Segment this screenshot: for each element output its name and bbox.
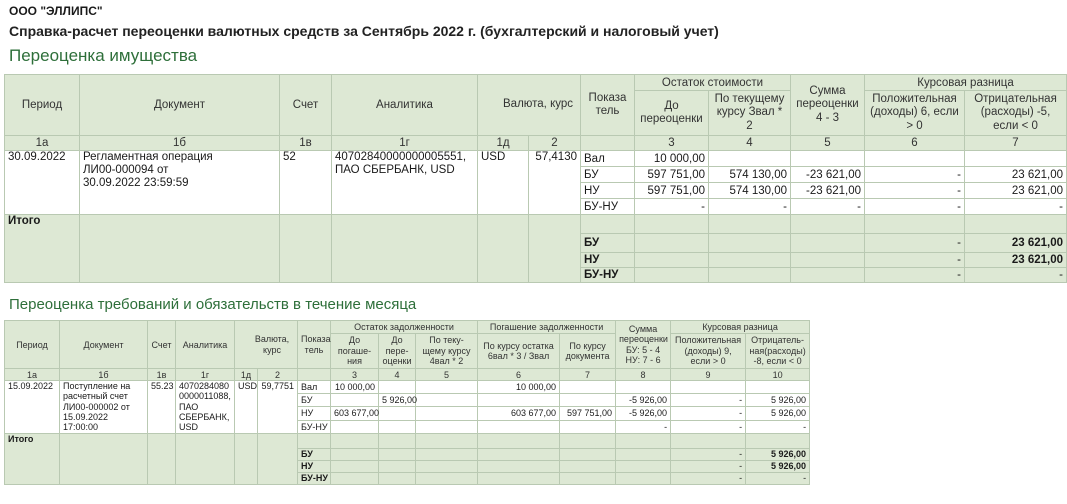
row-analytics <box>332 151 478 215</box>
line-c6 <box>478 420 560 433</box>
line-c3 <box>331 394 379 407</box>
num-8: 8 <box>616 369 671 381</box>
num-1g: 1г <box>176 369 235 381</box>
total-c9: - <box>671 460 746 472</box>
line-c4 <box>709 151 791 167</box>
line-c4: 574 130,00 <box>709 183 791 199</box>
row-analytics-line: 4070284080 <box>179 381 230 391</box>
col-positive: Положительная (доходы) 9, если > 0 <box>671 334 746 369</box>
line-c6: - <box>865 199 965 215</box>
total-c6 <box>478 460 560 472</box>
col-positive: Положительная (доходы) 6, если > 0 <box>865 91 965 136</box>
line-c4 <box>379 381 416 394</box>
total-c3 <box>331 472 379 484</box>
line-c8: - <box>616 420 671 433</box>
line-c10 <box>746 381 810 394</box>
row-period: 30.09.2022 <box>5 151 80 215</box>
col-current-rate: По теку- щему курсу 4вал * 2 <box>416 334 478 369</box>
num-3: 3 <box>635 136 709 151</box>
total-c10: - <box>746 472 810 484</box>
total-c9: - <box>671 472 746 484</box>
total-empty <box>60 433 148 484</box>
col-period: Период <box>5 321 60 369</box>
line-c4 <box>379 407 416 420</box>
total-indicator: НУ <box>581 253 635 268</box>
line-indicator: БУ-НУ <box>581 199 635 215</box>
total-indicator: БУ-НУ <box>581 268 635 283</box>
total-c5 <box>416 472 478 484</box>
col-document: Документ <box>80 75 280 136</box>
total-empty <box>258 433 298 484</box>
total-c7 <box>560 472 616 484</box>
col-account: Счет <box>280 75 332 136</box>
col-indicator: Показа тель <box>298 321 331 369</box>
col-reval-sum: Сумма переоценки БУ: 5 - 4 НУ: 7 - 6 <box>616 321 671 369</box>
col-before-repay: До погаше- ния <box>331 334 379 369</box>
row-analytics-line: USD <box>179 422 199 433</box>
num-9: 9 <box>671 369 746 381</box>
col-before-reval: До пере- оценки <box>379 334 416 369</box>
total-c5 <box>791 234 865 253</box>
total-empty <box>235 433 258 484</box>
line-c6 <box>478 394 560 407</box>
total-label: Итого <box>5 215 80 283</box>
col-current-rate: По текущему курсу Звал * 2 <box>709 91 791 136</box>
total-spacer <box>616 433 671 448</box>
col-before-reval: До переоценки <box>635 91 709 136</box>
total-empty <box>332 215 478 283</box>
total-c3 <box>635 268 709 283</box>
line-c5 <box>416 381 478 394</box>
total-c4 <box>709 253 791 268</box>
col-rate-diff: Курсовая разница <box>865 75 1067 91</box>
col-repayment: Погашение задолженности <box>478 321 616 334</box>
total-c10: 5 926,00 <box>746 448 810 460</box>
line-c3 <box>331 420 379 433</box>
line-c5: - <box>791 199 865 215</box>
line-c9: - <box>671 420 746 433</box>
total-c8 <box>616 472 671 484</box>
line-indicator: Вал <box>298 381 331 394</box>
line-indicator: Вал <box>581 151 635 167</box>
line-c9 <box>671 381 746 394</box>
col-indicator: Показа тель <box>581 75 635 136</box>
total-c3 <box>331 448 379 460</box>
line-c4 <box>379 420 416 433</box>
total-c4 <box>709 268 791 283</box>
num-1v: 1в <box>280 136 332 151</box>
num-1d: 1д <box>478 136 529 151</box>
col-account: Счет <box>148 321 176 369</box>
row-account: 55.23 <box>148 381 176 434</box>
line-c7 <box>560 420 616 433</box>
line-c6: 10 000,00 <box>478 381 560 394</box>
total-c9: - <box>671 448 746 460</box>
row-document-line: ЛИ00-000002 от <box>63 401 130 412</box>
col-analytics: Аналитика <box>176 321 235 369</box>
line-indicator: НУ <box>298 407 331 420</box>
total-c6 <box>478 472 560 484</box>
section1-title: Переоценка имущества <box>9 46 198 65</box>
total-spacer <box>331 433 379 448</box>
property-revaluation-table <box>4 74 1067 283</box>
line-c9: - <box>671 394 746 407</box>
total-c3 <box>331 460 379 472</box>
total-c4 <box>379 460 416 472</box>
num-4: 4 <box>379 369 416 381</box>
num-5: 5 <box>791 136 865 151</box>
line-indicator: БУ-НУ <box>298 420 331 433</box>
total-c7 <box>560 460 616 472</box>
line-c5 <box>416 420 478 433</box>
line-c8: -5 926,00 <box>616 394 671 407</box>
num-3: 3 <box>331 369 379 381</box>
col-balance: Остаток стоимости <box>635 75 791 91</box>
num-6: 6 <box>865 136 965 151</box>
line-c10: - <box>746 420 810 433</box>
num-5: 5 <box>416 369 478 381</box>
line-c10: 5 926,00 <box>746 394 810 407</box>
num-4: 4 <box>709 136 791 151</box>
num-2: 2 <box>529 136 581 151</box>
line-c4: 574 130,00 <box>709 167 791 183</box>
total-c7: 23 621,00 <box>965 234 1067 253</box>
row-analytics <box>176 381 235 434</box>
row-analytics-line: ПАО СБЕРБАНК, USD <box>335 164 455 177</box>
line-c5: -23 621,00 <box>791 183 865 199</box>
num-7: 7 <box>560 369 616 381</box>
total-spacer <box>965 215 1067 234</box>
line-c7: 23 621,00 <box>965 167 1067 183</box>
line-c5 <box>791 151 865 167</box>
num-1a: 1а <box>5 369 60 381</box>
row-document-line: Регламентная операция <box>83 151 213 163</box>
row-rate: 59,7751 <box>258 381 298 434</box>
row-document <box>80 151 280 215</box>
line-c6: 603 677,00 <box>478 407 560 420</box>
col-document: Документ <box>60 321 148 369</box>
line-c4: - <box>709 199 791 215</box>
col-analytics: Аналитика <box>332 75 478 136</box>
total-empty <box>529 215 581 283</box>
row-account: 52 <box>280 151 332 215</box>
total-c3 <box>635 234 709 253</box>
line-c3: 597 751,00 <box>635 183 709 199</box>
col-balance-rate: По курсу остатка 6вал * 3 / Звал <box>478 334 560 369</box>
num-1a: 1а <box>5 136 80 151</box>
total-empty <box>148 433 176 484</box>
col-currency-rate: Валюта, курс <box>235 321 298 369</box>
total-c7: 23 621,00 <box>965 253 1067 268</box>
line-indicator: НУ <box>581 183 635 199</box>
row-analytics-line: 40702840000000005551, <box>335 151 467 163</box>
report-title: Справка-расчет переоценки валютных средств за Сентябрь 2022 г. (бухгалтерский и налоговый учет) <box>9 23 719 39</box>
org-name: ООО "ЭЛЛИПС" <box>9 4 103 18</box>
total-spacer <box>746 433 810 448</box>
line-c4: 5 926,00 <box>379 394 416 407</box>
row-currency: USD <box>235 381 258 434</box>
line-c7 <box>560 381 616 394</box>
num-2: 2 <box>258 369 298 381</box>
row-document-line: ЛИ00-000094 от <box>83 164 169 177</box>
total-c6: - <box>865 234 965 253</box>
total-c6 <box>478 448 560 460</box>
total-spacer <box>560 433 616 448</box>
num-indicator <box>298 369 331 381</box>
total-c7 <box>560 448 616 460</box>
row-document-line: 15.09.2022 17:00:00 <box>63 412 109 433</box>
row-document-line: Поступление на <box>63 381 131 391</box>
row-analytics-line: 0000011088, <box>179 391 231 402</box>
total-c4 <box>379 472 416 484</box>
col-negative: Отрицательная (расходы) -5, если < 0 <box>965 91 1067 136</box>
line-c3: - <box>635 199 709 215</box>
line-c6: - <box>865 167 965 183</box>
line-c7 <box>965 151 1067 167</box>
total-spacer <box>635 215 709 234</box>
total-spacer <box>298 433 331 448</box>
line-c8: -5 926,00 <box>616 407 671 420</box>
col-rate-diff: Курсовая разница <box>671 321 810 334</box>
total-c5 <box>791 268 865 283</box>
total-indicator: БУ-НУ <box>298 472 331 484</box>
row-document-line: 30.09.2022 23:59:59 <box>83 177 189 190</box>
total-label: Итого <box>5 433 60 484</box>
col-period: Период <box>5 75 80 136</box>
row-document-line: расчетный счет <box>63 391 128 402</box>
total-c4 <box>709 234 791 253</box>
col-reval-sum: Сумма переоценки 4 - 3 <box>791 75 865 136</box>
total-spacer <box>709 215 791 234</box>
line-c5 <box>416 407 478 420</box>
total-c4 <box>379 448 416 460</box>
line-c7: - <box>965 199 1067 215</box>
line-c3: 10 000,00 <box>635 151 709 167</box>
total-c3 <box>635 253 709 268</box>
num-1d: 1д <box>235 369 258 381</box>
total-c5 <box>791 253 865 268</box>
liabilities-revaluation-table <box>4 320 810 485</box>
total-c8 <box>616 460 671 472</box>
total-c7: - <box>965 268 1067 283</box>
total-spacer <box>416 433 478 448</box>
total-c5 <box>416 460 478 472</box>
line-c3: 603 677,00 <box>331 407 379 420</box>
line-c6: - <box>865 183 965 199</box>
line-c7: 597 751,00 <box>560 407 616 420</box>
row-period: 15.09.2022 <box>5 381 60 434</box>
line-indicator: БУ <box>581 167 635 183</box>
row-document <box>60 381 148 434</box>
total-c10: 5 926,00 <box>746 460 810 472</box>
num-1v: 1в <box>148 369 176 381</box>
line-c8 <box>616 381 671 394</box>
num-1b: 1б <box>80 136 280 151</box>
total-c6: - <box>865 268 965 283</box>
line-indicator: БУ <box>298 394 331 407</box>
total-spacer <box>478 433 560 448</box>
col-negative: Отрицатель- ная(расходы) -8, если < 0 <box>746 334 810 369</box>
line-c6 <box>865 151 965 167</box>
total-indicator: НУ <box>298 460 331 472</box>
total-empty <box>80 215 280 283</box>
num-indicator <box>581 136 635 151</box>
total-c8 <box>616 448 671 460</box>
total-spacer <box>671 433 746 448</box>
num-1b: 1б <box>60 369 148 381</box>
total-c5 <box>416 448 478 460</box>
row-rate: 57,4130 <box>529 151 581 215</box>
row-analytics-line: ПАО <box>179 401 199 412</box>
row-analytics-line: СБЕРБАНК, <box>179 412 230 423</box>
num-7: 7 <box>965 136 1067 151</box>
total-c6: - <box>865 253 965 268</box>
total-indicator: БУ <box>298 448 331 460</box>
line-c9: - <box>671 407 746 420</box>
col-currency-rate: Валюта, курс <box>478 75 581 136</box>
line-c3: 10 000,00 <box>331 381 379 394</box>
total-spacer <box>791 215 865 234</box>
total-spacer <box>379 433 416 448</box>
line-c5 <box>416 394 478 407</box>
row-currency: USD <box>478 151 529 215</box>
col-debt-balance: Остаток задолженности <box>331 321 478 334</box>
num-6: 6 <box>478 369 560 381</box>
line-c5: -23 621,00 <box>791 167 865 183</box>
total-empty <box>280 215 332 283</box>
total-empty <box>478 215 529 283</box>
line-c10: 5 926,00 <box>746 407 810 420</box>
total-spacer <box>581 215 635 234</box>
total-spacer <box>865 215 965 234</box>
line-c7 <box>560 394 616 407</box>
total-empty <box>176 433 235 484</box>
col-doc-rate: По курсу документа <box>560 334 616 369</box>
line-c7: 23 621,00 <box>965 183 1067 199</box>
num-10: 10 <box>746 369 810 381</box>
num-1g: 1г <box>332 136 478 151</box>
total-indicator: БУ <box>581 234 635 253</box>
section2-title: Переоценка требований и обязательств в течение месяца <box>9 296 417 313</box>
line-c3: 597 751,00 <box>635 167 709 183</box>
